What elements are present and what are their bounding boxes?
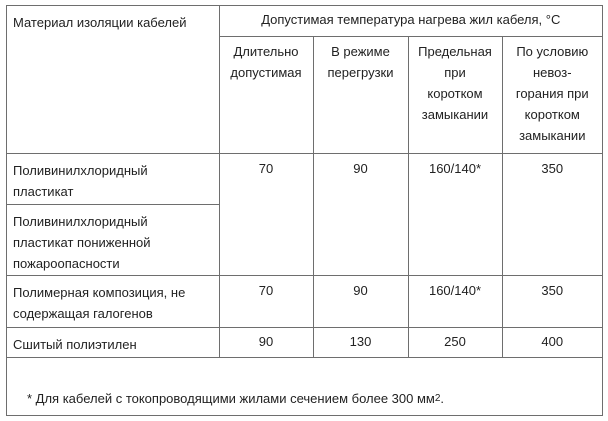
value-text: 70 (258, 282, 274, 298)
header-line: невоз- (533, 64, 572, 80)
table-row (7, 327, 602, 357)
value-text: 90 (258, 333, 274, 349)
value-cell (219, 153, 313, 275)
value-text: 350 (541, 160, 564, 176)
material-line: Сшитый полиэтилен (13, 336, 137, 352)
material-line: Поливинилхлоридный (13, 162, 148, 178)
cable-temperature-table (7, 6, 602, 358)
material-line: Поливинилхлоридный (13, 213, 148, 229)
value-text: 90 (353, 282, 368, 298)
header-line: перегрузки (327, 64, 394, 80)
table-row (7, 275, 602, 327)
header-line: коротком (427, 85, 483, 101)
table-row (7, 153, 602, 204)
material-cell (7, 204, 219, 275)
value-text: 90 (353, 160, 368, 176)
material-line: пожароопасности (13, 255, 120, 271)
header-group (219, 6, 602, 36)
header-line: горания при (515, 85, 589, 101)
material-line: пластикат (13, 183, 74, 199)
header-line: замыкании (519, 127, 586, 143)
value-text: 400 (541, 333, 564, 349)
header-line: По условию (516, 43, 589, 59)
value-cell (219, 275, 313, 327)
material-line: Полимерная композиция, не (13, 284, 186, 300)
header-line: допустимая (230, 64, 302, 80)
value-cell (502, 275, 602, 327)
header-col-nonignition (502, 36, 602, 153)
header-line: В режиме (331, 43, 390, 59)
header-col-overload (313, 36, 408, 153)
value-cell (313, 153, 408, 275)
header-col-short-circuit (408, 36, 502, 153)
value-text: 160/140* (428, 160, 482, 176)
value-cell (408, 275, 502, 327)
material-line: пластикат пониженной (13, 234, 151, 250)
material-line: содержащая галогенов (13, 305, 153, 321)
value-cell (408, 327, 502, 357)
temperature-table-sheet (6, 5, 603, 416)
material-cell (7, 275, 219, 327)
material-cell (7, 327, 219, 357)
value-cell (502, 153, 602, 275)
header-line: замыкании (421, 106, 489, 122)
header-col-continuous (219, 36, 313, 153)
header-line: при (444, 64, 466, 80)
value-text: 160/140* (428, 282, 482, 298)
value-text: 70 (258, 160, 274, 176)
footnote-tail: . (440, 391, 445, 406)
header-group-title: Допустимая температура нагрева жил кабеля, °С (261, 12, 561, 27)
header-row-1 (7, 6, 602, 36)
value-text: 250 (444, 333, 466, 349)
footnote-superscript: 2 (434, 393, 441, 404)
footnote (27, 390, 444, 410)
value-cell (502, 327, 602, 357)
header-line: коротком (524, 106, 580, 122)
header-line: Длительно (233, 43, 299, 59)
value-cell (313, 275, 408, 327)
value-cell (408, 153, 502, 275)
header-material (7, 6, 219, 153)
material-cell (7, 153, 219, 204)
footnote-text: * Для кабелей с токопроводящими жилами сечением более 300 мм (27, 391, 435, 406)
value-cell (219, 327, 313, 357)
header-line: Предельная (418, 43, 492, 59)
value-text: 350 (541, 282, 564, 298)
header-material-label: Материал изоляции кабелей (13, 15, 187, 30)
value-text: 130 (349, 333, 372, 349)
value-cell (313, 327, 408, 357)
